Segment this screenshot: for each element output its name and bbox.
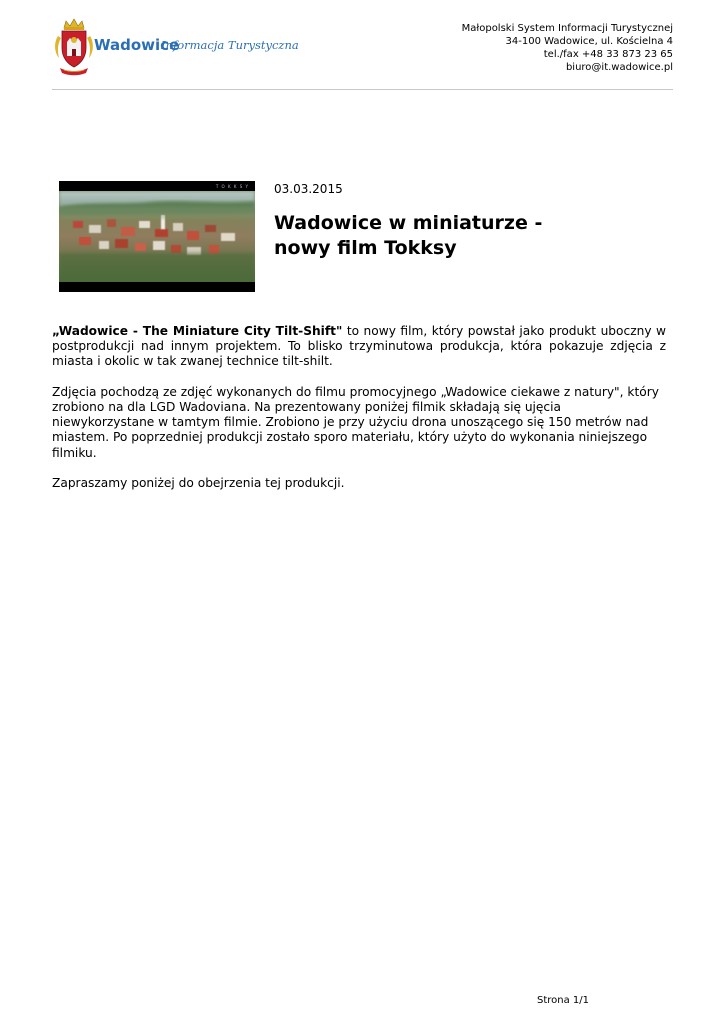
film-title-strong: „Wadowice - The Miniature City Tilt-Shift" — [52, 324, 343, 338]
wadowice-logo[interactable] — [52, 18, 299, 78]
thumbnail-bottom-bar — [59, 282, 255, 292]
article-paragraph-3: Zapraszamy poniżej do obejrzenia tej produkcji. — [52, 476, 345, 490]
page-header — [52, 16, 673, 90]
contact-block — [462, 22, 673, 74]
article-paragraph-2: Zdjęcia pochodzą ze zdjęć wykonanych do filmu promocyjnego „Wadowice ciekawe z natury", który zrobiono na dla LGD Wadoviana. Na prezentowany poniżej filmik składają się ujęcia niewykorzystane w tamtym filmie. Zrobiono je przy użyciu drona unoszącego się 150 metrów nad miastem. Po poprzedniej produkcji zostało sporo materiału, który użyto do wykonania niniejszego filmiku. — [52, 384, 659, 460]
contact-address: 34-100 Wadowice, ul. Kościelna 4 — [505, 36, 673, 47]
thumbnail-watermark: T O K K S Y — [215, 184, 249, 189]
contact-organization: Małopolski System Informacji Turystycznej — [461, 23, 673, 34]
logo-tagline: Informacja Turystyczna — [161, 38, 299, 52]
article-title-line-2: nowy film Tokksy — [274, 237, 457, 259]
article-paragraph-1 — [52, 324, 666, 370]
thumbnail-top-bar — [59, 181, 255, 191]
coat-of-arms-icon — [52, 18, 96, 76]
contact-email[interactable]: biuro@it.wadowice.pl — [565, 62, 673, 73]
logo-name: Wadowice — [94, 36, 180, 54]
article-body — [52, 324, 666, 506]
article-paragraph-1-text: to nowy film, który powstał jako produkt uboczny w postprodukcji nad innym projektem. To blisko trzyminutowa produkcja, która pokazuje zdjęcia z miasta i okolic w tak zwanej technice tilt-shilt. — [52, 324, 666, 369]
article-title-line-1: Wadowice w miniaturze - — [274, 212, 543, 234]
article-date: 03.03.2015 — [274, 182, 343, 196]
article-title — [274, 211, 604, 261]
page-number: Strona 1/1 — [537, 995, 590, 1006]
article-thumbnail[interactable] — [59, 181, 255, 292]
contact-phone: tel./fax +48 33 873 23 65 — [543, 49, 673, 60]
town-aerial-image — [59, 191, 255, 282]
